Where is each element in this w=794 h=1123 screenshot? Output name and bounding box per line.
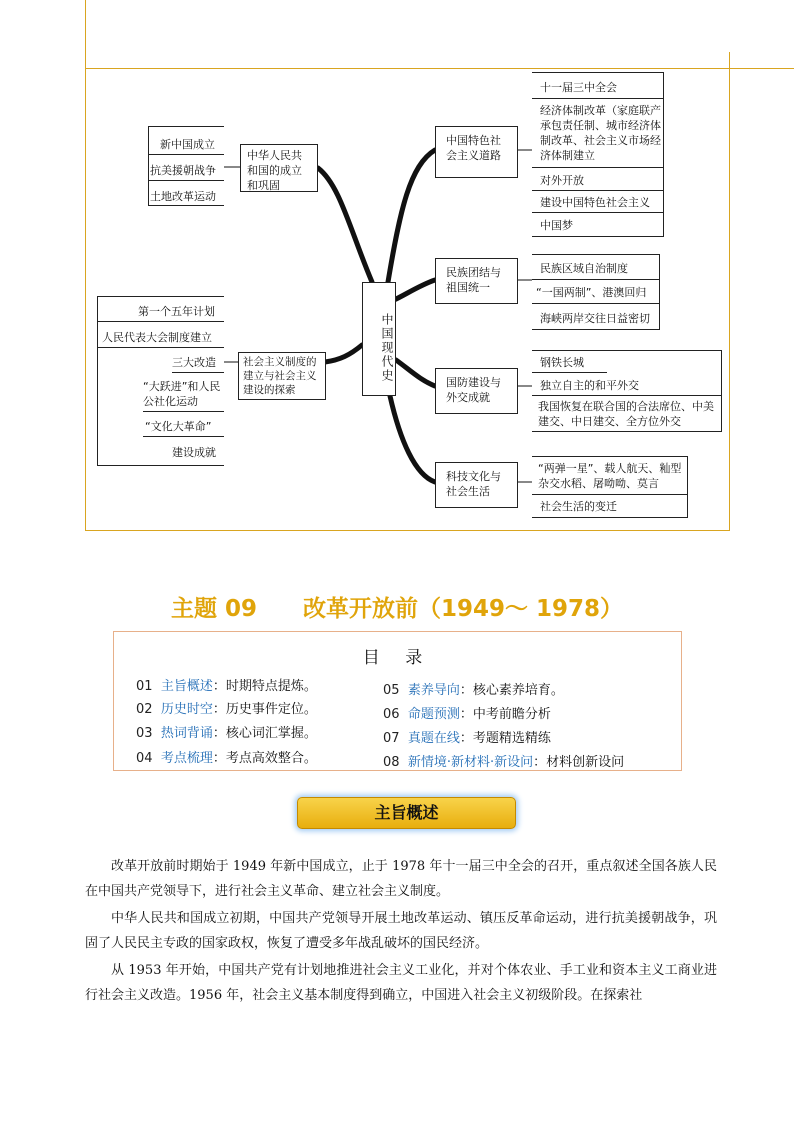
toc-desc: ：中考前瞻分析	[459, 707, 551, 722]
leaf-underline	[148, 180, 224, 181]
toc-key: 新情境·新材料·新设问	[407, 755, 534, 770]
toc-key: 命题预测	[407, 707, 460, 722]
toc-key: 真题在线	[407, 731, 460, 746]
leaf-underline	[532, 494, 688, 495]
toc-desc: ：材料创新设问	[533, 755, 625, 770]
branch-line-right-1	[388, 150, 435, 282]
leaf-item: 抗美援朝战争	[150, 164, 216, 177]
toc-desc: ：核心词汇掌握。	[212, 726, 317, 741]
toc-item-05[interactable]	[383, 679, 564, 698]
leaf-item: 土地改革运动	[150, 190, 216, 203]
branch-node-defense-diplomacy: 国防建设与外交成就	[435, 368, 518, 414]
toc-num: 06	[383, 707, 400, 722]
toc-key: 主旨概述	[160, 679, 213, 694]
toc-num: 02	[136, 702, 153, 717]
center-node: 中国现代史	[362, 282, 396, 396]
toc-num: 07	[383, 731, 400, 746]
leaf-underline	[532, 98, 664, 99]
toc-desc: ：考点高效整合。	[212, 751, 317, 766]
branch-node-science-culture: 科技文化与社会生活	[435, 462, 518, 508]
toc-key: 考点梳理	[160, 751, 213, 766]
toc-num: 03	[136, 726, 153, 741]
leaf-item: 第一个五年计划	[138, 305, 215, 318]
body-paragraph-1: 改革开放前时期始于 1949 年新中国成立，止于 1978 年十一届三中全会的召开，重点叙述全国各族人民在中国共产党领导下，进行社会主义革命、建立社会主义制度。	[85, 859, 717, 899]
mind-map	[0, 0, 794, 540]
toc-key: 历史时空	[160, 702, 213, 717]
toc-num: 01	[136, 679, 153, 694]
branch-line-right-4	[390, 396, 435, 482]
leaf-item: 建设成就	[172, 446, 216, 459]
leaf-underline	[532, 167, 664, 168]
toc-desc: ：历史事件定位。	[212, 702, 317, 717]
leaf-underline	[532, 372, 607, 373]
leaf-item: “大跃进”和人民公社化运动	[143, 380, 221, 408]
leaf-item: 独立自主的和平外交	[540, 379, 639, 392]
branch-line-left-1	[318, 168, 372, 282]
leaf-item: “两弹一星”、载人航天、籼型杂交水稻、屠呦呦、莫言	[538, 462, 682, 490]
leaf-underline	[143, 411, 224, 412]
toc-desc: ：考题精选精练	[459, 731, 551, 746]
leaf-item: 人民代表大会制度建立	[102, 331, 212, 344]
branch-line-left-2	[325, 345, 362, 362]
toc-item-08[interactable]	[383, 751, 624, 770]
branch-node-socialist-construction: 社会主义制度的建立与社会主义建设的探索	[238, 352, 326, 400]
toc-key: 热词背诵	[160, 726, 213, 741]
leaf-item: 新中国成立	[160, 138, 215, 151]
branch-node-socialist-road: 中国特色社会主义道路	[435, 126, 518, 178]
leaf-underline	[97, 347, 224, 348]
leaf-item: 我国恢复在联合国的合法席位、中美建交、中日建交、全方位外交	[538, 400, 714, 428]
leaf-item: 海峡两岸交往日益密切	[540, 312, 650, 325]
toc-item-06[interactable]	[383, 703, 551, 722]
toc-item-07[interactable]	[383, 727, 551, 746]
leaf-item: 对外开放	[540, 174, 584, 187]
toc-desc: ：时期特点提炼。	[212, 679, 317, 694]
leaf-item: 建设中国特色社会主义	[540, 196, 650, 209]
branch-node-national-unity: 民族团结与祖国统一	[435, 258, 518, 304]
leaf-underline	[532, 303, 660, 304]
toc-item-04[interactable]	[136, 747, 317, 766]
branch-line-right-3	[396, 360, 435, 386]
toc-item-02[interactable]	[136, 698, 317, 717]
toc-item-01[interactable]	[136, 675, 317, 694]
leaf-item: 钢铁长城	[540, 356, 584, 369]
leaf-underline	[532, 279, 660, 280]
leaf-item: 经济体制改革（家庭联产承包责任制、城市经济体制改革、社会主义市场经济体制建立	[540, 104, 661, 162]
toc-desc: ：核心素养培育。	[459, 683, 564, 698]
leaf-item: 民族区域自治制度	[540, 262, 628, 275]
topic-title: 主题 09 改革开放前（1949～ 1978）	[170, 596, 624, 622]
leaf-underline	[532, 212, 664, 213]
leaf-item: 三大改造	[172, 356, 216, 369]
toc-num: 05	[383, 683, 400, 698]
leaf-item: 十一届三中全会	[540, 81, 617, 94]
toc-num: 04	[136, 751, 153, 766]
section-heading-button[interactable]: 主旨概述	[297, 797, 516, 829]
leaf-underline	[532, 395, 722, 396]
leaf-item: 社会生活的变迁	[540, 500, 617, 513]
leaf-item: 中国梦	[540, 219, 573, 232]
body-paragraph-3: 从 1953 年开始，中国共产党有计划地推进社会主义工业化，并对个体农业、手工业和资本主义工商业进行社会主义改造。1956 年，社会主义基本制度得到确立，中国进入社会主义初级阶段。在探索社	[85, 963, 717, 1003]
toc-num: 08	[383, 755, 400, 770]
leaf-underline	[143, 436, 224, 437]
toc-item-03[interactable]	[136, 722, 317, 741]
toc-key: 素养导向	[407, 683, 460, 698]
leaf-underline	[148, 154, 224, 155]
branch-line-right-2	[394, 280, 435, 300]
leaf-item: “一国两制”、港澳回归	[536, 286, 647, 299]
leaf-underline	[97, 321, 224, 322]
leaf-underline	[532, 190, 664, 191]
leaf-item: “文化大革命”	[145, 420, 212, 433]
branch-node-prc-founding: 中华人民共和国的成立和巩固	[240, 144, 318, 192]
body-paragraph-2: 中华人民共和国成立初期，中国共产党领导开展土地改革运动、镇压反革命运动，进行抗美援朝战争，巩固了人民民主专政的国家政权，恢复了遭受多年战乱破坏的国民经济。	[85, 911, 717, 951]
leaf-underline	[172, 372, 224, 373]
toc-heading: 目 录	[362, 648, 433, 668]
